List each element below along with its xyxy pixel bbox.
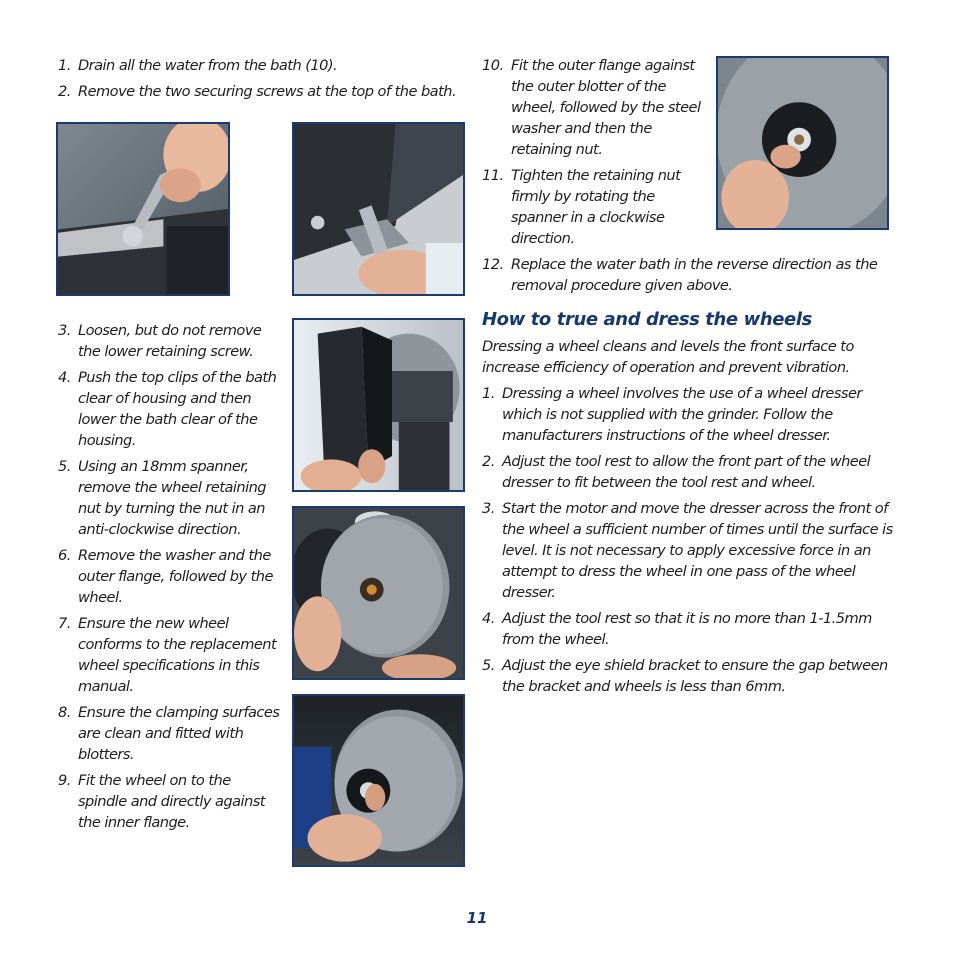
- dressing-step-5: [482, 655, 902, 697]
- step-text: Start the motor and move the dresser across the front of the wheel a sufficient number of times until the surface is level. It is not necessary to apply excessive force in an attempt to dress the wheel in one pass of the wheel dresser.: [502, 500, 893, 601]
- step-4: [58, 367, 280, 451]
- photo-lowering-bath: [292, 318, 465, 492]
- dressing-step-3: [482, 498, 902, 603]
- step-number: 12.: [482, 256, 504, 273]
- step-number: 10.: [482, 57, 504, 74]
- left-steps: [58, 320, 280, 838]
- step-number: 2.: [482, 453, 495, 470]
- step-5: [58, 456, 280, 540]
- step-7: [58, 613, 280, 697]
- dressing-section: [482, 336, 902, 702]
- photo-fitting-wheel: [292, 694, 465, 867]
- step-number: 9.: [58, 772, 71, 789]
- step-text: Fit the wheel on to the spindle and directly against the inner flange.: [78, 772, 265, 831]
- step-number: 1.: [482, 385, 495, 402]
- step-number: 4.: [58, 369, 71, 386]
- step-text: Remove the washer and the outer flange, followed by the wheel.: [78, 547, 273, 606]
- step-number: 6.: [58, 547, 71, 564]
- step-number: 3.: [58, 322, 71, 339]
- step-9: [58, 770, 280, 833]
- page-number: 11: [466, 909, 488, 927]
- step-text: Adjust the tool rest to allow the front part of the wheel dresser to fit between the tool rest and wheel.: [502, 453, 871, 491]
- step-11: [482, 165, 708, 249]
- step-text: Fit the outer flange against the outer blotter of the wheel, followed by the steel washer and then the retaining nut.: [511, 57, 701, 158]
- photo-spanner-top-screw: [56, 122, 230, 296]
- step-text: Loosen, but do not remove the lower retaining screw.: [78, 322, 262, 360]
- step-text: Adjust the tool rest so that it is no more than 1-1.5mm from the wheel.: [502, 610, 872, 648]
- step-8: [58, 702, 280, 765]
- step-12: [482, 254, 902, 296]
- step-2: [58, 81, 478, 102]
- step-text: Adjust the eye shield bracket to ensure the gap between the bracket and wheels is less than 6mm.: [502, 657, 888, 695]
- photo-removing-wheel: [292, 506, 465, 680]
- step-6: [58, 545, 280, 608]
- step-number: 8.: [58, 704, 71, 721]
- dressing-step-1: [482, 383, 902, 446]
- step-number: 2.: [58, 83, 71, 100]
- step-10: [482, 55, 708, 160]
- dressing-step-2: [482, 451, 902, 493]
- step-1: [58, 55, 478, 76]
- step-text: Tighten the retaining nut firmly by rotating the spanner in a clockwise direction.: [511, 167, 681, 247]
- step-text: Dressing a wheel involves the use of a wheel dresser which is not supplied with the grinder. Follow the manufacturers instructions of the wheel dresser.: [502, 385, 862, 444]
- right-top-steps: [482, 55, 708, 254]
- step-number: 1.: [58, 57, 71, 74]
- step-text: Replace the water bath in the reverse direction as the removal procedure given above.: [511, 256, 878, 294]
- step-text: Remove the two securing screws at the top of the bath.: [78, 83, 457, 100]
- dressing-step-4: [482, 608, 902, 650]
- step-text: Ensure the new wheel conforms to the replacement wheel specifications in this manual.: [78, 615, 277, 695]
- step-number: 5.: [482, 657, 495, 674]
- step-text: Drain all the water from the bath (10).: [78, 57, 338, 74]
- top-steps: [58, 55, 478, 107]
- photo-spanner-side-screw: [292, 122, 465, 296]
- step-text: Push the top clips of the bath clear of housing and then lower the bath clear of the housing.: [78, 369, 277, 449]
- dressing-intro: Dressing a wheel cleans and levels the front surface to increase efficiency of operation and prevent vibration.: [482, 338, 854, 376]
- step-12-block: [482, 254, 902, 301]
- step-text: Ensure the clamping surfaces are clean and fitted with blotters.: [78, 704, 280, 763]
- section-heading: How to true and dress the wheels: [482, 309, 812, 330]
- step-number: 5.: [58, 458, 71, 475]
- step-number: 7.: [58, 615, 71, 632]
- step-number: 4.: [482, 610, 495, 627]
- photo-tightening-nut: [716, 56, 889, 230]
- step-text: Using an 18mm spanner, remove the wheel retaining nut by turning the nut in an anti-clockwise direction.: [78, 458, 267, 538]
- step-number: 3.: [482, 500, 495, 517]
- step-3: [58, 320, 280, 362]
- step-number: 11.: [482, 167, 504, 184]
